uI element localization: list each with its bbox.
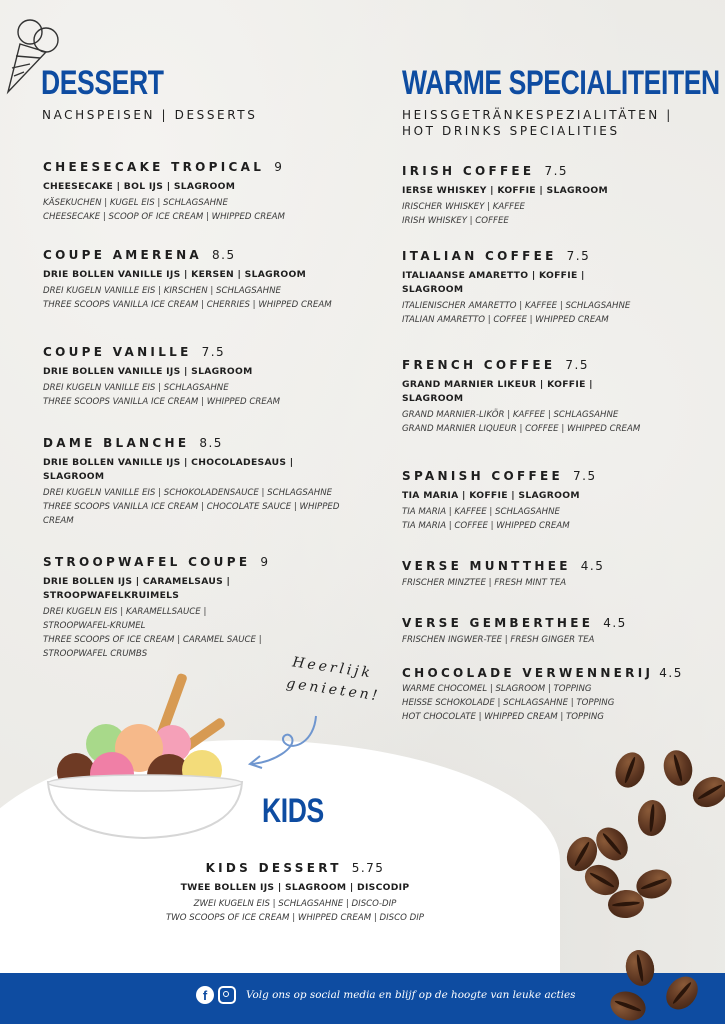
item-price: 5.75 [351, 861, 385, 875]
item-translation-nl: WARME CHOCOMEL | SLAGROOM | TOPPING [402, 684, 592, 694]
item-translation-de: IRISCHER WHISKEY | KAFFEE [402, 202, 525, 212]
menu-item [402, 469, 692, 533]
item-translation-de: ITALIENISCHER AMARETTO | KAFFEE | SCHLAGSAHNE [402, 301, 631, 311]
item-translation-en: ITALIAN AMARETTO | COFFEE | WHIPPED CREAM [402, 315, 609, 325]
item-translation-en: THREE SCOOPS VANILLA ICE CREAM | CHOCOLATE SAUCE | WHIPPED CREAM [43, 502, 340, 526]
item-translation-de: ZWEI KUGELN EIS | SCHLAGSAHNE | DISCO-DIP [193, 899, 397, 909]
item-name: IRISH COFFEE [402, 164, 535, 178]
item-translation-en: TIA MARIA | COFFEE | WHIPPED CREAM [402, 521, 570, 531]
item-translation-de: GRAND MARNIER-LIKÖR | KAFFEE | SCHLAGSAHNE [402, 410, 619, 420]
item-name: DAME BLANCHE [43, 436, 190, 450]
coffee-bean-image [611, 748, 650, 791]
menu-item [402, 559, 692, 590]
footer-text: Volg ons op social media en blijf op de hoogte van leuke acties [246, 989, 576, 1001]
ice-cream-bowl-image [44, 664, 249, 849]
menu-item [402, 164, 692, 228]
menu-item [402, 249, 632, 327]
item-ingredients: CHEESECAKE | BOL IJS | SLAGROOM [43, 181, 236, 192]
item-price: 4.5 [580, 559, 605, 573]
menu-item [130, 861, 460, 925]
item-price: 7.5 [566, 249, 591, 263]
facebook-icon[interactable]: f [196, 986, 214, 1004]
item-ingredients: DRIE BOLLEN VANILLE IJS | KERSEN | SLAGROOM [43, 269, 307, 280]
menu-item [43, 436, 343, 528]
item-name: SPANISH COFFEE [402, 469, 563, 483]
dessert-title: DESSERT [41, 64, 164, 102]
item-translation-de: DREI KUGELN VANILLE EIS | SCHLAGSAHNE [43, 383, 229, 393]
item-translation-en: THREE SCOOPS VANILLA ICE CREAM | WHIPPED CREAM [43, 397, 281, 407]
item-translation-de: KÄSEKUCHEN | KUGEL EIS | SCHLAGSAHNE [43, 198, 228, 208]
social-footer [196, 985, 575, 1005]
item-translation-de: DREI KUGELN VANILLE EIS | SCHOKOLADENSAUCE | SCHLAGSAHNE [43, 488, 333, 498]
item-price: 9 [274, 160, 284, 174]
item-name: VERSE MUNTTHEE [402, 559, 571, 573]
item-translation-de: TIA MARIA | KAFFEE | SCHLAGSAHNE [402, 507, 560, 517]
item-price: 8.5 [212, 248, 236, 262]
menu-item [402, 666, 702, 724]
menu-item [43, 160, 378, 224]
item-translation: FRISCHEN INGWER-TEE | FRESH GINGER TEA [402, 635, 595, 645]
item-name: ITALIAN COFFEE [402, 249, 557, 263]
item-ingredients: DRIE BOLLEN IJS | CARAMELSAUS | STROOPWAFELKRUIMELS [43, 576, 231, 601]
coffee-bean-image [687, 771, 725, 813]
item-name: FRENCH COFFEE [402, 358, 556, 372]
item-price: 9 [260, 555, 270, 569]
item-name: COUPE AMERENA [43, 248, 203, 262]
item-translation-en: HOT CHOCOLATE | WHIPPED CREAM | TOPPING [402, 712, 604, 722]
item-ingredients: GRAND MARNIER LIKEUR | KOFFIE | SLAGROOM [402, 379, 593, 404]
item-translation-en: CHEESECAKE | SCOOP OF ICE CREAM | WHIPPED CREAM [43, 212, 285, 222]
item-price: 4.5 [603, 616, 627, 630]
coffee-bean-image [636, 799, 667, 837]
item-price: 7.5 [565, 358, 589, 372]
script-text-line2: genieten! [285, 675, 382, 705]
item-price: 7.5 [544, 164, 569, 178]
item-translation-de: HEISSE SCHOKOLADE | SCHLAGSAHNE | TOPPING [402, 698, 615, 708]
item-ingredients: DRIE BOLLEN VANILLE IJS | CHOCOLADESAUS | SLAGROOM [43, 457, 294, 482]
item-ingredients: IERSE WHISKEY | KOFFIE | SLAGROOM [402, 185, 608, 196]
item-ingredients: ITALIAANSE AMARETTO | KOFFIE | SLAGROOM [402, 270, 585, 295]
item-ingredients: TIA MARIA | KOFFIE | SLAGROOM [402, 490, 580, 501]
item-ingredients: DRIE BOLLEN VANILLE IJS | SLAGROOM [43, 366, 253, 377]
item-translation: FRISCHER MINZTEE | FRESH MINT TEA [402, 578, 567, 588]
item-price: 4.5 [659, 666, 683, 680]
item-translation-en: GRAND MARNIER LIQUEUR | COFFEE | WHIPPED CREAM [402, 424, 641, 434]
item-ingredients: TWEE BOLLEN IJS | SLAGROOM | DISCODIP [180, 882, 410, 893]
dessert-subtitle: NACHSPEISEN | DESSERTS [42, 108, 258, 122]
item-translation-de: DREI KUGELN EIS | KARAMELLSAUCE | STROOPWAFEL-KRUMEL [43, 607, 207, 631]
curly-arrow-icon [244, 712, 324, 772]
instagram-icon[interactable] [218, 986, 236, 1004]
menu-item [43, 345, 303, 409]
item-translation-de: DREI KUGELN VANILLE EIS | KIRSCHEN | SCHLAGSAHNE [43, 286, 281, 296]
menu-item [43, 248, 333, 312]
menu-item [402, 616, 692, 647]
item-price: 8.5 [199, 436, 223, 450]
item-translation-en: TWO SCOOPS OF ICE CREAM | WHIPPED CREAM | DISCO DIP [166, 913, 424, 923]
hot-drinks-subtitle: HEISSGETRÄNKESPEZIALITÄTEN | HOT DRINKS SPECIALITIES [402, 108, 673, 138]
item-name: STROOPWAFEL COUPE [43, 555, 251, 569]
script-text-line1: Heerlijk [291, 654, 374, 682]
menu-item [402, 358, 641, 436]
item-price: 7.5 [201, 345, 226, 359]
item-translation-en: THREE SCOOPS OF ICE CREAM | CARAMEL SAUCE | STROOPWAFEL CRUMBS [43, 635, 262, 659]
hot-drinks-title: WARME SPECIALITEITEN [402, 64, 720, 102]
menu-item [43, 555, 270, 661]
item-translation-en: THREE SCOOPS VANILLA ICE CREAM | CHERRIES | WHIPPED CREAM [43, 300, 332, 310]
item-price: 7.5 [573, 469, 597, 483]
item-name: CHEESECAKE TROPICAL [43, 160, 265, 174]
item-name: VERSE GEMBERTHEE [402, 616, 594, 630]
item-translation-en: IRISH WHISKEY | COFFEE [402, 216, 509, 226]
item-name: KIDS DESSERT [205, 861, 342, 875]
kids-title: KIDS [262, 792, 324, 830]
item-name: CHOCOLADE VERWENNERIJ [402, 666, 654, 680]
coffee-bean-image [660, 747, 696, 789]
item-name: COUPE VANILLE [43, 345, 192, 359]
